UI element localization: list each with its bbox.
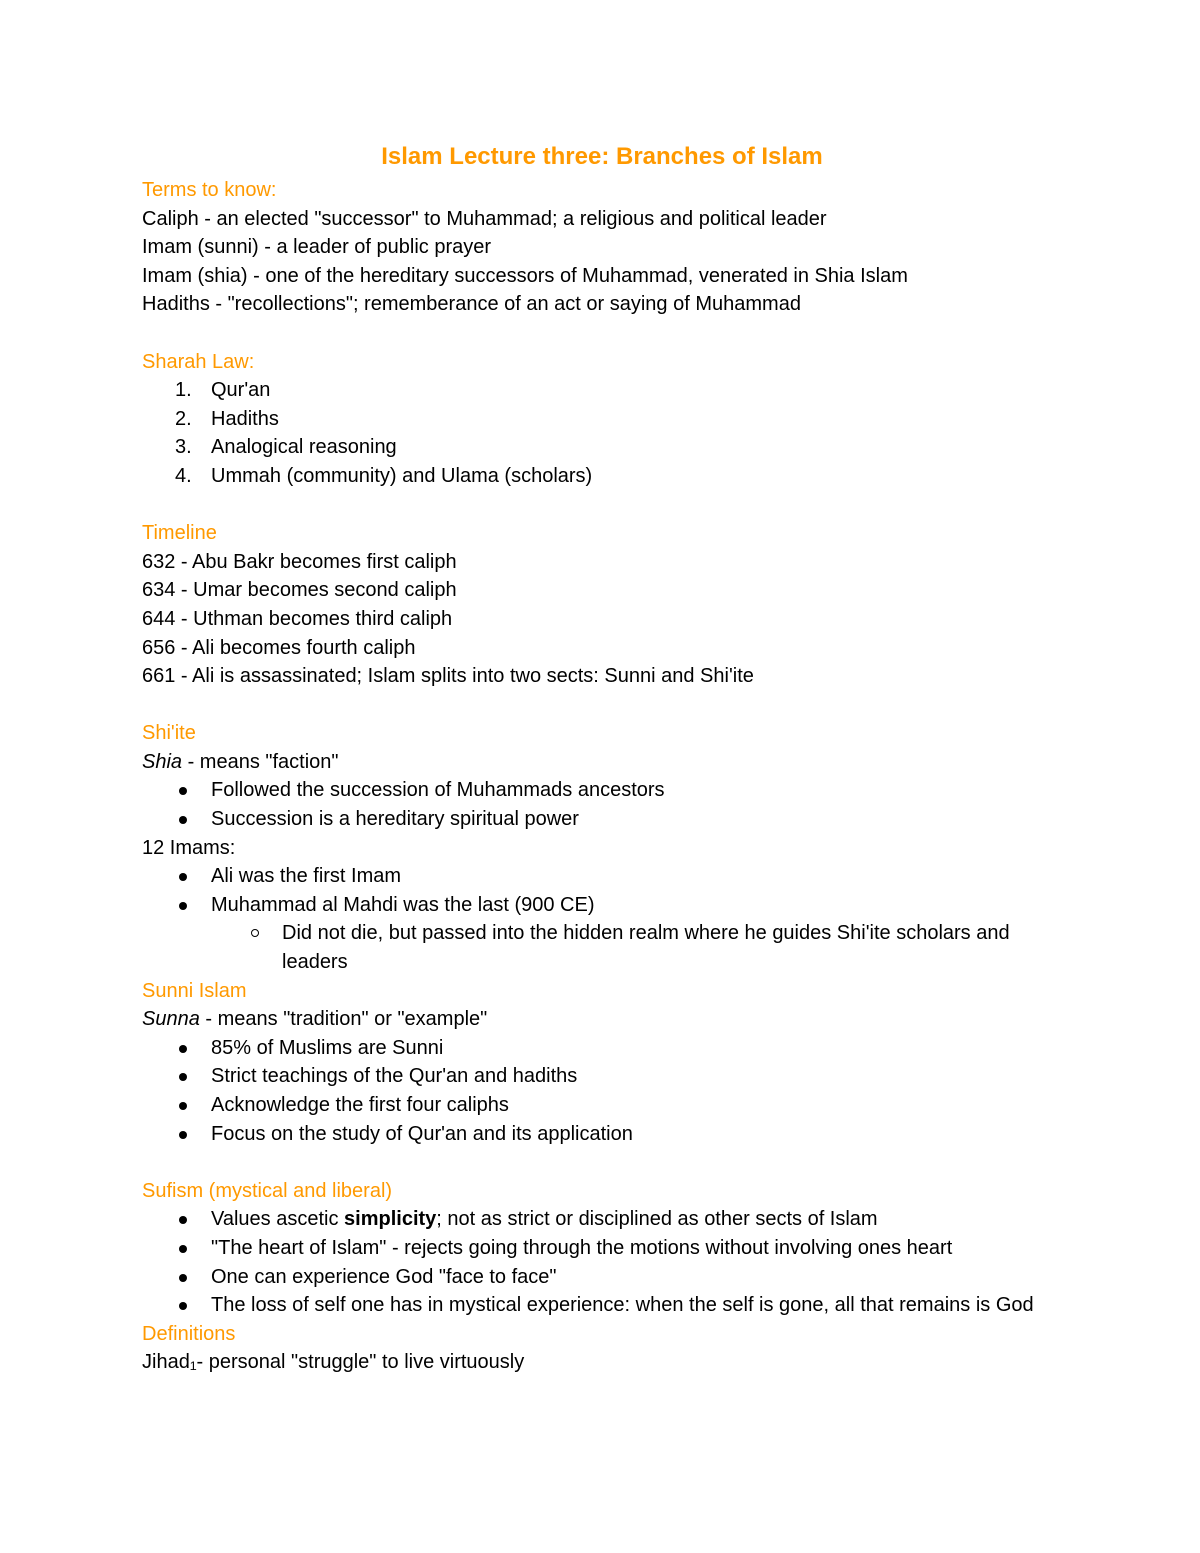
list-item <box>142 891 1062 920</box>
list-item-text: Focus on the study of Qur'an and its application <box>211 1122 633 1145</box>
spacer <box>142 691 1062 720</box>
imam-bullets <box>142 862 1062 919</box>
jihad-definition: Jihad₁- personal "struggle" to live virtuously <box>142 1351 525 1374</box>
list-item <box>142 919 1062 976</box>
list-item-text: Succession is a hereditary spiritual power <box>211 808 579 831</box>
list-item <box>142 1034 1062 1063</box>
list-item-text: Strict teachings of the Qur'an and hadiths <box>211 1065 578 1088</box>
list-item <box>142 405 1062 434</box>
list-item-text: One can experience God "face to face" <box>211 1265 557 1288</box>
shia-definition <box>142 748 1062 777</box>
list-item <box>142 776 1062 805</box>
list-number: 4. <box>175 464 192 487</box>
bullet-icon <box>179 873 187 881</box>
term-imam-sunni: Imam (sunni) - a leader of public prayer <box>142 236 492 259</box>
definitions-heading: Definitions <box>142 1322 236 1345</box>
list-item-text: "The heart of Islam" - rejects going through the motions without involving ones heart <box>211 1236 953 1259</box>
hollow-bullet-icon <box>251 929 259 937</box>
imams-label: 12 Imams: <box>142 836 236 859</box>
bullet-icon <box>179 1073 187 1081</box>
shiite-bullets <box>142 776 1062 833</box>
timeline-entry: 656 - Ali becomes fourth caliph <box>142 636 416 659</box>
timeline-entry: 634 - Umar becomes second caliph <box>142 579 457 602</box>
list-item <box>142 376 1062 405</box>
sunni-heading: Sunni Islam <box>142 979 247 1002</box>
list-item <box>142 433 1062 462</box>
term-caliph: Caliph - an elected "successor" to Muhammad; a religious and political leader <box>142 207 827 230</box>
imam-sub-bullets <box>142 919 1062 976</box>
list-item-text: Muhammad al Mahdi was the last (900 CE) <box>211 893 595 916</box>
term-hadiths: Hadiths - "recollections"; rememberance of an act or saying of Muhammad <box>142 293 801 316</box>
sharah-heading: Sharah Law: <box>142 350 255 373</box>
list-item <box>142 1091 1062 1120</box>
terms-heading: Terms to know: <box>142 179 277 201</box>
timeline-entry: 644 - Uthman becomes third caliph <box>142 607 453 630</box>
list-item <box>142 1062 1062 1091</box>
sunna-definition-text: - means "tradition" or "example" <box>199 1008 488 1031</box>
list-item-text: Analogical reasoning <box>211 436 397 459</box>
spacer <box>142 491 1062 520</box>
sufism-bullets <box>142 1205 1062 1319</box>
list-item-text: Values ascetic <box>211 1208 345 1231</box>
list-item-text: 85% of Muslims are Sunni <box>211 1036 444 1059</box>
sunna-definition <box>142 1005 1062 1034</box>
list-number: 2. <box>175 407 192 430</box>
list-number: 1. <box>175 379 192 402</box>
bullet-icon <box>179 902 187 910</box>
bullet-icon <box>179 1302 187 1310</box>
bullet-icon <box>179 1102 187 1110</box>
list-item-text: Ali was the first Imam <box>211 865 402 888</box>
bullet-icon <box>179 816 187 824</box>
list-item <box>142 462 1062 491</box>
spacer <box>142 1148 1062 1177</box>
list-item <box>142 1291 1062 1320</box>
list-item-text: Hadiths <box>211 407 279 430</box>
shiite-heading: Shi'ite <box>142 722 196 745</box>
list-item <box>142 805 1062 834</box>
list-item-text: Qur'an <box>211 379 271 402</box>
bullet-icon <box>179 1274 187 1282</box>
emphasis-text: simplicity <box>344 1208 437 1231</box>
sufism-heading: Sufism (mystical and liberal) <box>142 1179 393 1202</box>
timeline-entry: 632 - Abu Bakr becomes first caliph <box>142 550 457 573</box>
list-item-text: The loss of self one has in mystical experience: when the self is gone, all that remains is God <box>211 1294 1034 1317</box>
bullet-icon <box>179 1245 187 1253</box>
list-item <box>142 1263 1062 1292</box>
sunna-term: Sunna <box>142 1008 200 1031</box>
term-imam-shia: Imam (shia) - one of the hereditary successors of Muhammad, venerated in Shia Islam <box>142 264 908 287</box>
document-page <box>142 139 1062 1377</box>
sharah-list <box>142 376 1062 490</box>
list-item <box>142 1234 1062 1263</box>
timeline-entry: 661 - Ali is assassinated; Islam splits into two sects: Sunni and Shi'ite <box>142 665 754 688</box>
list-item <box>142 1205 1062 1234</box>
list-item-text: ; not as strict or disciplined as other sects of Islam <box>436 1208 878 1231</box>
list-item-text: Followed the succession of Muhammads ancestors <box>211 779 665 802</box>
shia-definition-text: - means "faction" <box>182 750 339 773</box>
bullet-icon <box>179 1131 187 1139</box>
spacer <box>142 319 1062 348</box>
sunni-bullets <box>142 1034 1062 1148</box>
timeline-heading: Timeline <box>142 522 217 545</box>
list-item-text: Ummah (community) and Ulama (scholars) <box>211 464 593 487</box>
bullet-icon <box>179 1216 187 1224</box>
list-number: 3. <box>175 436 192 459</box>
shia-term: Shia <box>142 750 183 773</box>
list-item-text: Did not die, but passed into the hidden realm where he guides Shi'ite scholars and leaders <box>282 922 1010 974</box>
list-item-text: Acknowledge the first four caliphs <box>211 1094 509 1116</box>
list-item <box>142 862 1062 891</box>
bullet-icon <box>179 1045 187 1053</box>
page-title: Islam Lecture three: Branches of Islam <box>381 143 823 170</box>
list-item <box>142 1120 1062 1149</box>
bullet-icon <box>179 787 187 795</box>
